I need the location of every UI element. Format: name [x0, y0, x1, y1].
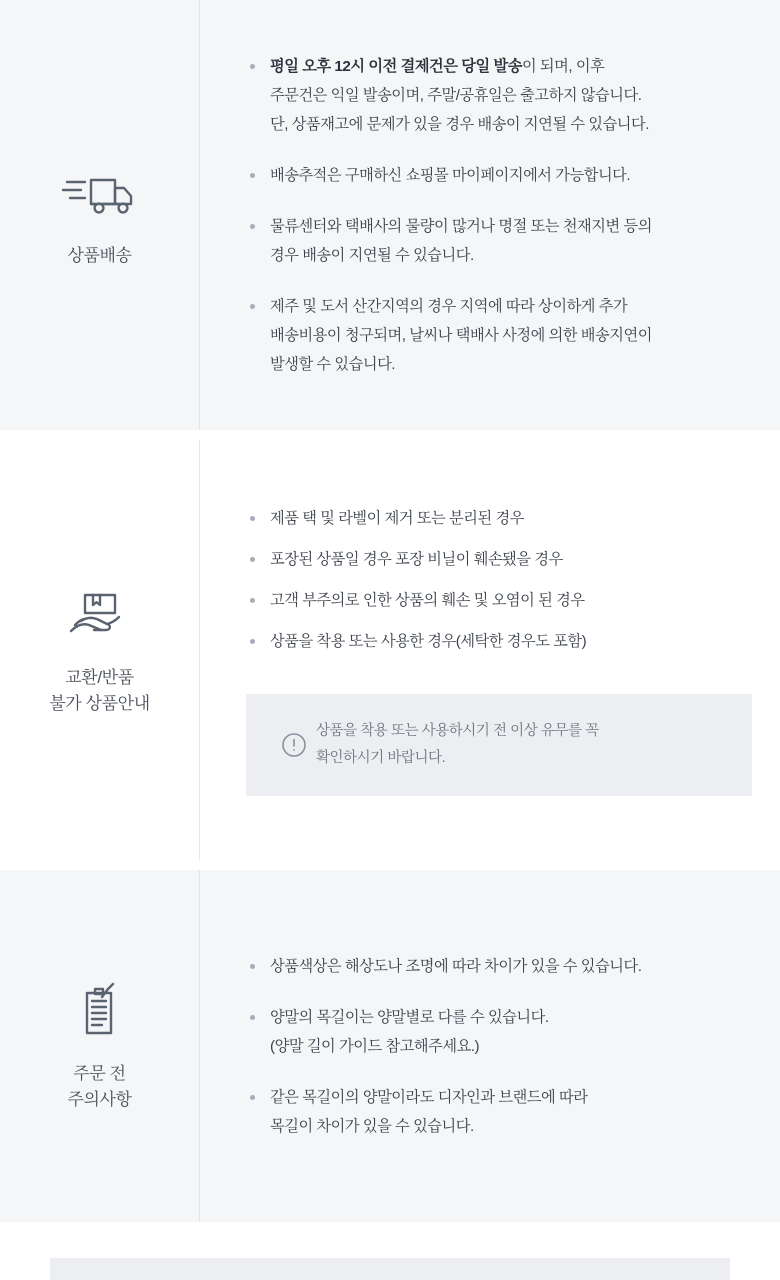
delivery-truck-icon — [61, 161, 139, 227]
list-item — [246, 52, 752, 139]
bullet-text: 단, 상품재고에 문제가 있을 경우 배송이 지연될 수 있습니다. — [270, 115, 650, 133]
bullet-text: 배송비용이 청구되며, 날씨나 택배사 사정에 의한 배송지연이 — [270, 326, 652, 344]
list-item — [246, 504, 752, 533]
checklist-icon — [61, 979, 139, 1045]
notice-line: 확인하시기 바랍니다. — [316, 750, 446, 766]
exchange-content — [200, 440, 780, 860]
bullet-text: 배송추적은 구매하신 쇼핑몰 마이페이지에서 가능합니다. — [270, 166, 631, 184]
before-order-bullet-list — [246, 952, 752, 1141]
exchange-label — [49, 665, 149, 717]
bottom-strip — [0, 1242, 780, 1280]
hand-package-icon — [61, 583, 139, 649]
list-item — [246, 952, 752, 981]
bullet-text: 포장된 상품일 경우 포장 비닐이 훼손됐을 경우 — [270, 551, 563, 568]
exchange-label-line1: 교환/반품 — [65, 668, 134, 687]
exchange-bullet-list — [246, 504, 752, 668]
before-order-label-line2: 주의사항 — [67, 1090, 132, 1109]
before-order-icon-column — [0, 870, 200, 1222]
bullet-text: 주문건은 익일 발송이며, 주말/공휴일은 출고하지 않습니다. — [270, 86, 642, 104]
bullet-text: 상품을 착용 또는 사용한 경우(세탁한 경우도 포함) — [270, 633, 587, 650]
bullet-text: 제주 및 도서 산간지역의 경우 지역에 따라 상이하게 추가 — [270, 297, 628, 315]
bullet-text: 이 되며, 이후 — [521, 57, 605, 75]
section-exchange-return — [0, 440, 780, 860]
shipping-bullet-list — [246, 52, 752, 379]
bullet-text: 경우 배송이 지연될 수 있습니다. — [270, 246, 474, 264]
list-item — [246, 212, 752, 270]
bullet-text: 상품색상은 해상도나 조명에 따라 차이가 있을 수 있습니다. — [270, 957, 642, 975]
list-item — [246, 586, 752, 615]
exchange-label-line2: 불가 상품안내 — [49, 694, 150, 713]
bullet-text: 양말의 목길이는 양말별로 다를 수 있습니다. — [270, 1008, 549, 1026]
bullet-text: 같은 목길이의 양말이라도 디자인과 브랜드에 따라 — [270, 1088, 588, 1106]
bullet-text: 고객 부주의로 인한 상품의 훼손 및 오염이 된 경우 — [270, 592, 585, 609]
exchange-notice-text — [316, 718, 599, 772]
before-order-label-line1: 주문 전 — [73, 1064, 126, 1083]
shipping-label: 상품배송 — [67, 246, 132, 265]
section-before-order — [0, 870, 780, 1222]
exchange-notice-box — [246, 694, 752, 796]
bottom-panel-placeholder — [50, 1258, 730, 1280]
before-order-label — [67, 1061, 131, 1113]
list-item — [246, 161, 752, 190]
list-item — [246, 292, 752, 379]
bullet-text: 발생할 수 있습니다. — [270, 355, 396, 373]
section-shipping — [0, 0, 780, 430]
bullet-text: 목길이 차이가 있을 수 있습니다. — [270, 1117, 474, 1135]
exclamation-circle-icon — [272, 730, 316, 760]
list-item — [246, 1003, 752, 1061]
bullet-text: 물류센터와 택배사의 물량이 많거나 명절 또는 천재지변 등의 — [270, 217, 652, 235]
before-order-content — [200, 870, 780, 1222]
bullet-text: 제품 택 및 라벨이 제거 또는 분리된 경우 — [270, 510, 524, 527]
exchange-icon-column — [0, 440, 200, 860]
list-item — [246, 627, 752, 656]
bullet-strong: 평일 오후 12시 이전 결제건은 당일 발송 — [270, 57, 522, 75]
shipping-icon-column — [0, 0, 200, 430]
section-divider-1 — [0, 430, 780, 440]
section-divider-2 — [0, 860, 780, 870]
notice-line: 상품을 착용 또는 사용하시기 전 이상 유무를 꼭 — [316, 723, 599, 739]
list-item — [246, 1083, 752, 1141]
list-item — [246, 545, 752, 574]
shipping-content — [200, 0, 780, 430]
bullet-text: (양말 길이 가이드 참고해주세요.) — [270, 1037, 480, 1055]
